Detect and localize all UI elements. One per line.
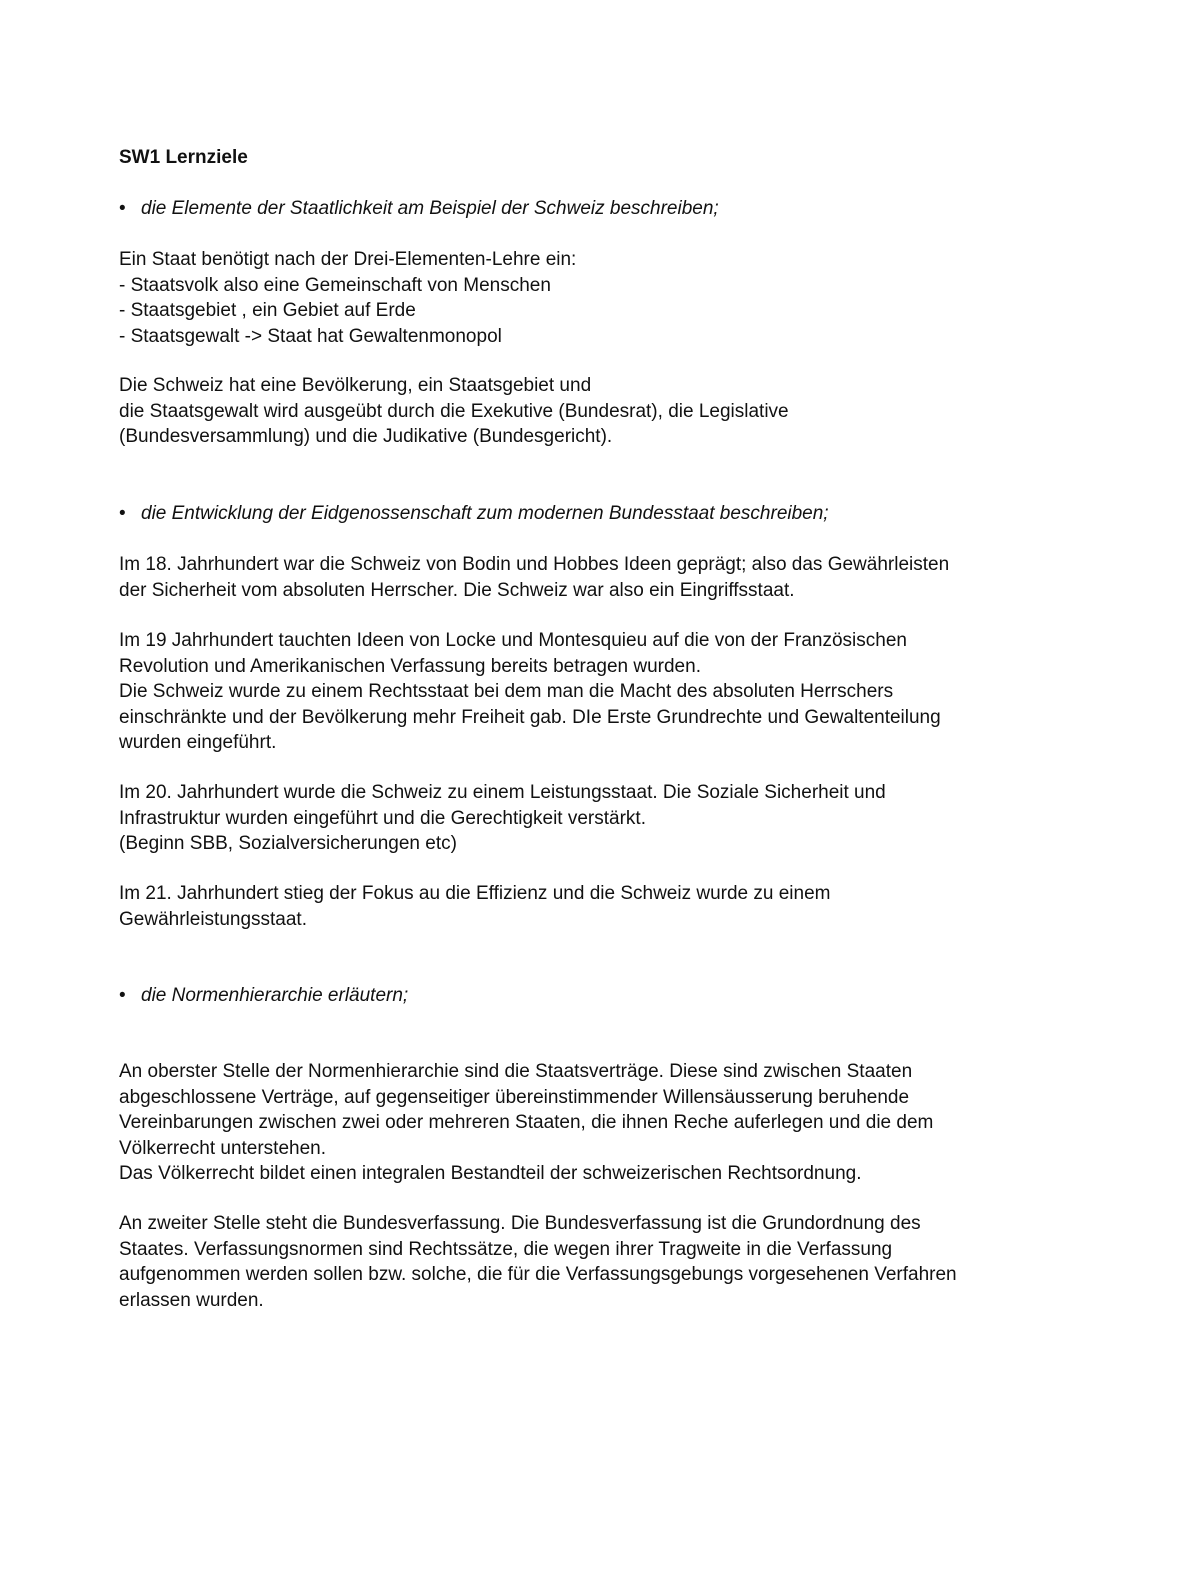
paragraph-line: Gewährleistungsstaat.	[119, 908, 307, 930]
paragraph-line: die Staatsgewalt wird ausgeübt durch die Exekutive (Bundesrat), die Legislative	[119, 400, 789, 422]
paragraph-line: Staates. Verfassungsnormen sind Rechtssätze, die wegen ihrer Tragweite in die Verfassung	[119, 1238, 893, 1260]
learning-goal-text: die Elemente der Staatlichkeit am Beispiel der Schweiz beschreiben;	[141, 198, 719, 219]
paragraph-line: An zweiter Stelle steht die Bundesverfassung. Die Bundesverfassung ist die Grundordnung des	[119, 1213, 921, 1234]
paragraph	[119, 628, 1079, 756]
paragraph-line: An oberster Stelle der Normenhierarchie sind die Staatsverträge. Diese sind zwischen Staaten	[119, 1061, 913, 1082]
learning-goal-text: die Normenhierarchie erläutern;	[141, 985, 409, 1006]
paragraph-line: Im 20. Jahrhundert wurde die Schweiz zu einem Leistungsstaat. Die Soziale Sicherheit und	[119, 782, 886, 803]
paragraph	[119, 1059, 1079, 1187]
document-page	[119, 0, 1079, 1570]
bullet-icon: •	[119, 985, 126, 1006]
paragraph-line: Die Schweiz hat eine Bevölkerung, ein Staatsgebiet und	[119, 375, 592, 396]
paragraph-line: aufgenommen werden sollen bzw. solche, die für die Verfassungsgebungs vorgesehenen Verfahren	[119, 1264, 957, 1285]
paragraph-line: (Beginn SBB, Sozialversicherungen etc)	[119, 833, 457, 854]
paragraph-line: wurden eingeführt.	[119, 732, 277, 753]
paragraph-line: - Staatsgebiet , ein Gebiet auf Erde	[119, 300, 416, 321]
paragraph-line: abgeschlossene Verträge, auf gegenseitiger übereinstimmender Willensäusserung beruhende	[119, 1086, 910, 1108]
paragraph	[119, 780, 1079, 857]
paragraph-line: Ein Staat benötigt nach der Drei-Elementen-Lehre ein:	[119, 249, 577, 270]
learning-goal-3	[119, 983, 408, 1009]
paragraph-line: Infrastruktur wurden eingeführt und die Gerechtigkeit verstärkt.	[119, 807, 646, 829]
bullet-icon: •	[119, 198, 126, 219]
paragraph-line: Im 18. Jahrhundert war die Schweiz von Bodin und Hobbes Ideen geprägt; also das Gewährleisten	[119, 554, 950, 575]
paragraph-line: der Sicherheit vom absoluten Herrscher. Die Schweiz war also ein Eingriffsstaat.	[119, 579, 795, 601]
paragraph	[119, 1211, 1079, 1313]
page-title: SW1 Lernziele	[119, 147, 248, 168]
paragraph	[119, 247, 1079, 349]
bullet-icon: •	[119, 503, 126, 524]
paragraph-line: Revolution und Amerikanischen Verfassung bereits betragen wurden.	[119, 655, 701, 677]
paragraph-line: Die Schweiz wurde zu einem Rechtsstaat bei dem man die Macht des absoluten Herrschers	[119, 681, 894, 702]
learning-goal-2	[119, 501, 829, 527]
paragraph-line: Völkerrecht unterstehen.	[119, 1137, 327, 1159]
paragraph-line: (Bundesversammlung) und die Judikative (Bundesgericht).	[119, 426, 613, 447]
paragraph-line: erlassen wurden.	[119, 1289, 264, 1311]
learning-goal-text: die Entwicklung der Eidgenossenschaft zum modernen Bundesstaat beschreiben;	[141, 503, 829, 524]
paragraph-line: Im 19 Jahrhundert tauchten Ideen von Locke und Montesquieu auf die von der Französischen	[119, 630, 907, 651]
paragraph-line: einschränkte und der Bevölkerung mehr Freiheit gab. DIe Erste Grundrechte und Gewaltenteilung	[119, 706, 941, 728]
paragraph	[119, 552, 1079, 603]
paragraph	[119, 373, 1079, 450]
paragraph-line: Im 21. Jahrhundert stieg der Fokus au die Effizienz und die Schweiz wurde zu einem	[119, 883, 831, 904]
paragraph-line: - Staatsvolk also eine Gemeinschaft von Menschen	[119, 274, 551, 296]
paragraph-line: Das Völkerrecht bildet einen integralen Bestandteil der schweizerischen Rechtsordnung.	[119, 1163, 862, 1184]
paragraph-line: Vereinbarungen zwischen zwei oder mehreren Staaten, die ihnen Reche auferlegen und die dem	[119, 1112, 934, 1133]
paragraph	[119, 881, 1079, 932]
learning-goal-1	[119, 196, 719, 222]
paragraph-line: - Staatsgewalt -> Staat hat Gewaltenmonopol	[119, 325, 502, 347]
